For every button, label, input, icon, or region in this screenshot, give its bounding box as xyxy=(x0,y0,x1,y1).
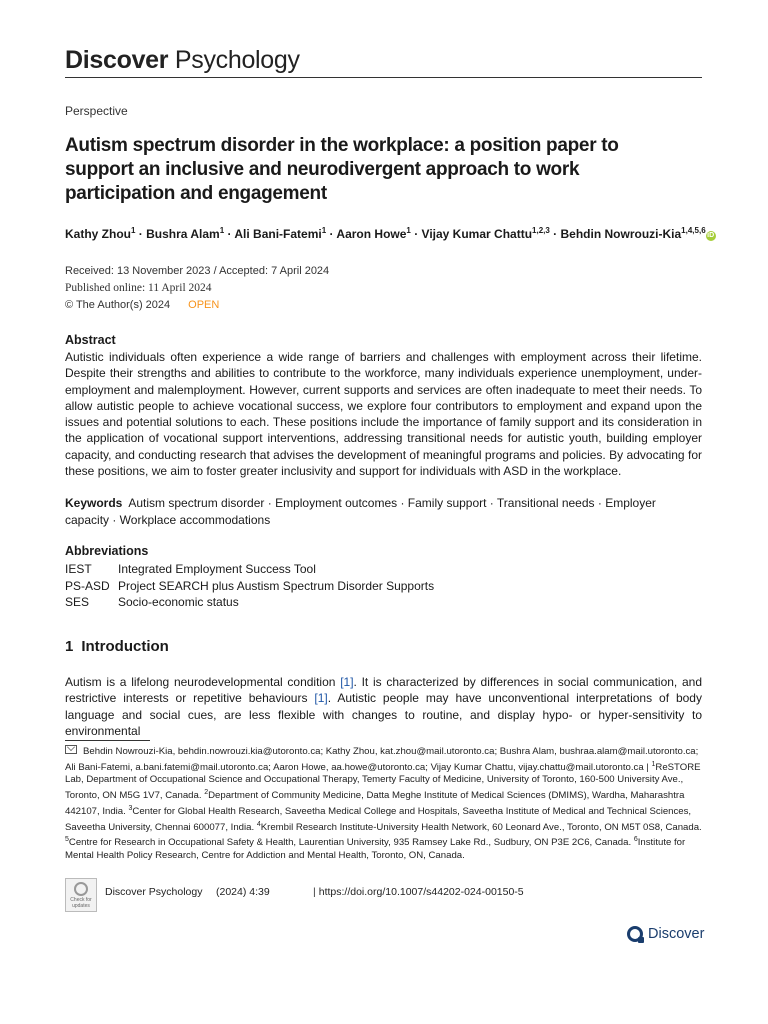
author-affiliation: 1,4,5,6 xyxy=(681,226,706,235)
keywords-label: Keywords xyxy=(65,496,123,510)
doi-link[interactable]: https://doi.org/10.1007/s44202-024-00150-5 xyxy=(318,886,524,898)
contact-emails: Behdin Nowrouzi-Kia, behdin.nowrouzi.kia@utoronto.ca; Kathy Zhou, kat.zhou@mail.utoronto.ca; Bushra Alam, bushraa.alam@mail.utoronto.ca; Ali Bani-Fatemi, a.bani.fatemi@mail.utoronto.ca; Aaron Howe, aa.howe@utoronto.ca; Vijay Kumar Chattu, vijay.chattu@mail.utoronto.ca | xyxy=(65,746,699,773)
author-name[interactable]: Aaron Howe xyxy=(336,227,407,241)
envelope-icon xyxy=(65,745,77,754)
author-name[interactable]: Bushra Alam xyxy=(146,227,220,241)
footer-volume: (2024) 4:39 xyxy=(216,886,270,898)
affiliation-text: Krembil Research Institute-University Health Network, 60 Leonard Ave., Toronto, ON M5T 0S8, Canada. xyxy=(260,821,702,833)
discover-logo xyxy=(627,926,704,942)
published-date: Published online: 11 April 2024 xyxy=(65,282,212,294)
journal-title xyxy=(65,46,300,75)
affiliation-text: Centre for Research in Occupational Safety & Health, Laurentian University, 935 Ramsey Lake Rd., Sudbury, ON P3E 2C6, Canada. xyxy=(68,837,634,849)
section-title: Introduction xyxy=(81,638,169,655)
discover-logo-text: Discover xyxy=(648,926,705,942)
check-for-updates-badge[interactable] xyxy=(65,878,97,912)
journal-brand: Discover xyxy=(65,46,169,74)
footnote-rule xyxy=(65,740,150,741)
orcid-icon[interactable]: iD xyxy=(707,232,715,239)
footer-doi xyxy=(313,886,524,898)
citation-link[interactable]: [1] xyxy=(340,675,354,689)
publication-dates xyxy=(65,263,329,314)
abbreviation-row xyxy=(65,578,434,595)
keywords-text: Autism spectrum disorder · Employment outcomes · Family support · Transitional needs · Employer capacity · Workplace accommodations xyxy=(65,496,656,527)
affiliation-number: 3 xyxy=(128,804,133,812)
received-accepted-date: Received: 13 November 2023 / Accepted: 7 April 2024 xyxy=(65,265,330,277)
affiliation-text: Center for Global Health Research, Saveetha Medical College and Hospitals, Saveetha Institute of Medical and Technical Sciences, Saveetha University, Chennai 600077, India. xyxy=(65,805,692,833)
keywords xyxy=(65,495,702,528)
abbreviation-row xyxy=(65,594,434,611)
affiliation-number: 6 xyxy=(633,836,638,844)
journal-subtitle: Psychology xyxy=(174,46,300,74)
article-title: Autism spectrum disorder in the workplace: a position paper to support an inclusive and neurodivergent approach to work participation and engagement xyxy=(65,135,619,204)
section-number: 1 xyxy=(65,638,74,655)
abbreviation-row xyxy=(65,561,434,578)
affiliation-number: 5 xyxy=(65,836,69,844)
author-affiliation: 1 xyxy=(406,226,411,235)
open-access-badge: OPEN xyxy=(188,299,220,311)
abstract-heading: Abstract xyxy=(65,333,116,347)
abbreviations-list xyxy=(65,561,434,611)
doi-separator: | xyxy=(313,886,316,898)
author-affiliation: 1,2,3 xyxy=(532,226,550,235)
check-updates-icon xyxy=(74,882,88,896)
article-type: Perspective xyxy=(65,104,128,118)
introduction-heading xyxy=(65,638,169,655)
abbreviation-term: SES xyxy=(65,595,90,609)
author-name[interactable]: Kathy Zhou xyxy=(65,227,131,241)
abbreviation-definition: Integrated Employment Success Tool xyxy=(118,562,316,576)
intro-text-part: Autism is a lifelong neurodevelopmental condition xyxy=(65,675,341,689)
affiliation-number: 1 xyxy=(651,760,656,768)
affiliation-text: ReSTORE Lab, Department of Occupational Science and Occupational Therapy, Temerty Faculty of Medicine, University of Toronto, 160-500 University Ave., Toronto, ON M5G 1V7, Canada. xyxy=(65,761,701,802)
header-rule xyxy=(65,77,702,78)
citation-link[interactable]: [1] xyxy=(314,691,328,706)
affiliation-number: 2 xyxy=(204,788,209,796)
affiliations-footnote xyxy=(65,745,702,863)
abbreviation-term: PS-ASD xyxy=(65,578,110,593)
page-footer xyxy=(65,878,702,914)
footer-journal: Discover Psychology xyxy=(105,886,203,898)
intro-text-part: . It is characterized by differences in social communication, and restrictive interests or repetitive behaviours xyxy=(65,675,702,706)
author-name[interactable]: Ali Bani-Fatemi xyxy=(234,227,322,241)
abbreviation-definition: Socio-economic status xyxy=(118,595,239,609)
check-updates-label: Check for updates xyxy=(70,897,92,909)
abbreviation-definition: Project SEARCH plus Austism Spectrum Disorder Supports xyxy=(118,578,435,593)
copyright-notice: © The Author(s) 2024 xyxy=(65,299,171,311)
intro-text-part: . Autistic people may have unconventional interpretations of body language and social cues, are less flexible with changes to routine, and display hypo- or hyper-sensitivity to environmental xyxy=(65,691,702,739)
introduction-text xyxy=(65,674,702,740)
author-affiliation: 1 xyxy=(131,226,136,235)
discover-logo-icon xyxy=(627,926,643,942)
author-affiliation: 1 xyxy=(321,226,327,235)
affiliation-text: Department of Community Medicine, Datta Meghe Institute of Medical Sciences (DMIMS), Wardha, Maharashtra 442107, India. xyxy=(65,790,685,817)
author-name[interactable]: Behdin Nowrouzi-Kia xyxy=(560,227,682,241)
author-name[interactable]: Vijay Kumar Chattu xyxy=(421,227,533,241)
author-list: Kathy Zhou$^1$ · Bushra Alam$^1$ · Ali Bani-Fatemi$^1$ · Aaron Howe$^1$ · Vijay Kumar Chattu$^{1,2,3}$ · Behdin Nowrouzi-Kia$^{1,4,5,6}$iD xyxy=(65,226,715,241)
abstract-text: Autistic individuals often experience a wide range of barriers and challenges with employment across their lifetime. Despite their strengths and abilities to contribute to the workforce, many individuals experience unemployment, under-employment and malemployment. However, current supports and services are often inadequate to meet their needs. To allow autistic people to achieve vocational success, we explore four contributors to employment and expand upon the issues and potential solutions to each. These positions include the importance of family support and its consideration in the application of vocational support interventions, addressing transitional needs for autistic youth, building employer capacity, and conducting research that advises the development of meaningful programs and policies. By advocating for these positions, we aim to foster greater inclusivity and support for individuals with ASD in the workplace. xyxy=(65,350,702,479)
affiliation-text: Institute for Mental Health Policy Research, Centre for Addiction and Mental Health, Toronto, ON, Canada. xyxy=(65,837,686,862)
affiliation-number: 4 xyxy=(256,820,261,828)
author-affiliation: 1 xyxy=(219,226,225,235)
abbreviations-heading: Abbreviations xyxy=(65,544,149,558)
abbreviation-term: IEST xyxy=(65,562,92,576)
